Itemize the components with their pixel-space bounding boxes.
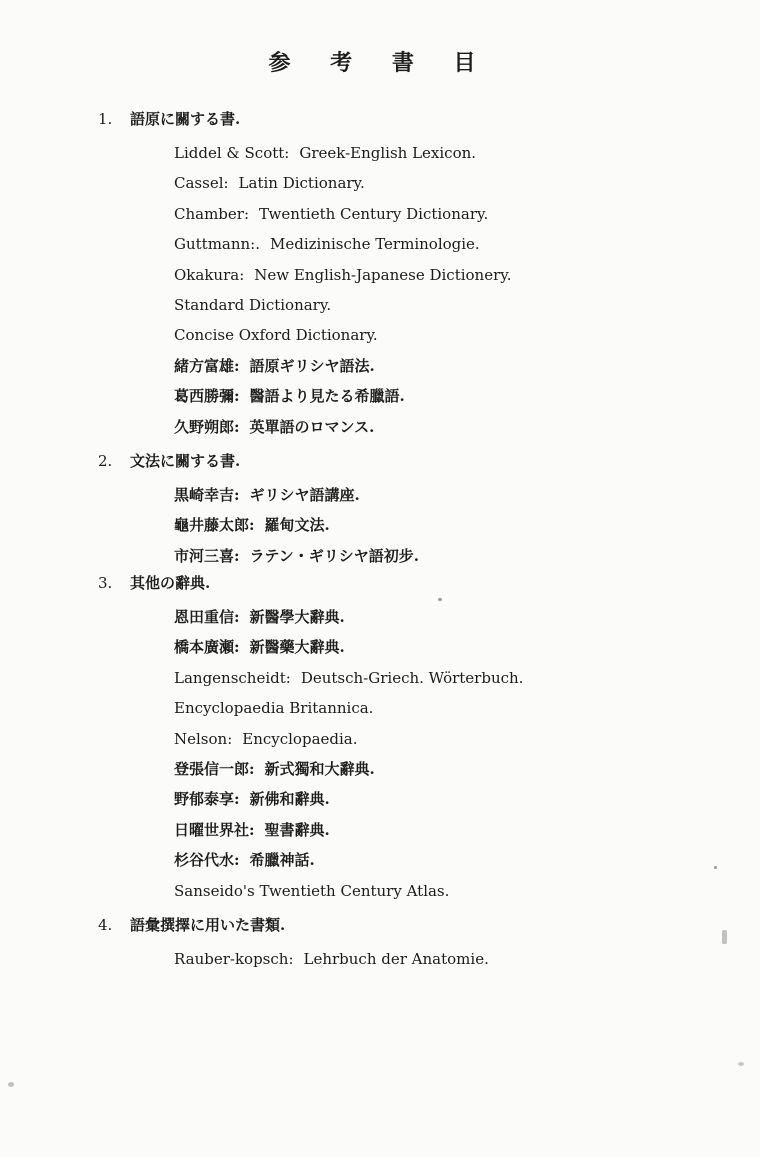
- section-number: 2.: [98, 452, 113, 470]
- entry-work: Lehrbuch der Anatomie.: [303, 950, 489, 968]
- entry-author: 緒方富雄:: [174, 356, 240, 375]
- section-heading: 其他の辭典.: [130, 574, 211, 592]
- entry: [174, 381, 512, 411]
- entry: [174, 510, 419, 540]
- entry: [174, 724, 523, 754]
- entry-work: ラテン・ギリシヤ語初步.: [249, 546, 420, 565]
- section-other-dictionaries: [98, 572, 523, 906]
- entry-author: 杉谷代水:: [174, 851, 240, 870]
- entry-author: 登張信一郎:: [174, 759, 255, 778]
- entry-author: Cassel:: [174, 174, 229, 193]
- entry-list: [174, 602, 523, 906]
- section-header: [98, 914, 489, 944]
- entry-author: 龜井藤太郎:: [174, 516, 255, 535]
- entry-author: 市河三喜:: [174, 546, 240, 565]
- entry: [174, 784, 523, 814]
- paper-speck: [714, 866, 717, 869]
- paper-speck: [738, 1062, 744, 1066]
- section-vocabulary-sources: [98, 914, 489, 974]
- entry-author: Rauber-kopsch:: [174, 950, 294, 968]
- entry-work: 新醫學大辭典.: [249, 608, 345, 626]
- entry-work: Encyclopaedia.: [242, 729, 358, 748]
- entry-work: Sanseido's Twentieth Century Atlas.: [174, 881, 450, 900]
- section-number: 3.: [98, 574, 113, 592]
- entry: [174, 663, 523, 693]
- entry-author: 久野朔郎:: [174, 417, 240, 436]
- section-heading: 文法に關する書.: [130, 452, 241, 470]
- entry-work: New English-Japanese Dictionery.: [254, 265, 512, 284]
- section-header: [98, 572, 523, 602]
- entry-author: 黒崎幸吉:: [174, 486, 240, 504]
- entry: [174, 876, 523, 906]
- entry-work: Latin Dictionary.: [238, 174, 365, 193]
- paper-speck: [438, 598, 442, 601]
- section-header: [98, 108, 512, 138]
- entry-author: Langenscheidt:: [174, 668, 291, 687]
- section-heading: 語原に關する書.: [130, 110, 241, 128]
- entry-work: Encyclopaedia Britannica.: [174, 699, 374, 718]
- entry: [174, 845, 523, 875]
- section-grammar: [98, 450, 419, 571]
- entry: [174, 199, 512, 229]
- entry: [174, 168, 512, 198]
- entry-author: 日曜世界社:: [174, 820, 255, 839]
- entry: [174, 480, 419, 510]
- entry: [174, 412, 512, 442]
- entry-author: Nelson:: [174, 729, 233, 748]
- entry: [174, 290, 512, 320]
- entry: [174, 815, 523, 845]
- entry-work: 英單語のロマンス.: [249, 417, 375, 436]
- entry-work: 新式獨和大辭典.: [264, 759, 375, 778]
- entry: [174, 138, 512, 168]
- entry-work: 聖書辭典.: [264, 820, 330, 839]
- entry: [174, 602, 523, 632]
- entry-list: [174, 944, 489, 974]
- section-etymology: [98, 108, 512, 442]
- entry-author: Liddel & Scott:: [174, 144, 290, 162]
- entry-work: Twentieth Century Dictionary.: [259, 204, 489, 223]
- entry: [174, 229, 512, 259]
- entry: [174, 260, 512, 290]
- entry-author: Okakura:: [174, 265, 245, 284]
- entry-work: Standard Dictionary.: [174, 295, 332, 314]
- entry: [174, 320, 512, 350]
- entry-author: 野郁泰享:: [174, 790, 240, 809]
- section-heading: 語彙撰擇に用いた書類.: [130, 916, 286, 934]
- entry-work: 新佛和辭典.: [249, 790, 330, 809]
- entry-work: 新醫藥大辭典.: [249, 638, 345, 657]
- entry-work: Greek-English Lexicon.: [299, 144, 477, 162]
- paper-speck: [8, 1082, 14, 1087]
- entry-work: 羅甸文法.: [264, 516, 330, 535]
- entry-list: [174, 138, 512, 442]
- entry-author: 葛西勝彌:: [174, 387, 240, 406]
- section-number: 4.: [98, 916, 113, 934]
- entry-author: 恩田重信:: [174, 608, 240, 626]
- entry-author: Guttmann:.: [174, 235, 261, 254]
- entry-list: [174, 480, 419, 571]
- entry-work: 希臘神話.: [249, 851, 315, 870]
- entry-work: Medizinische Terminologie.: [270, 235, 480, 254]
- entry: [174, 632, 523, 662]
- entry-work: 醫語より見たる希臘語.: [249, 387, 405, 406]
- entry: [174, 351, 512, 381]
- paper-speck: [722, 930, 727, 944]
- entry-author: Chamber:: [174, 204, 250, 223]
- entry-work: 語原ギリシヤ語法.: [249, 356, 375, 375]
- entry: [174, 693, 523, 723]
- entry-work: Deutsch-Griech. Wörterbuch.: [300, 668, 524, 687]
- entry-work: ギリシヤ語講座.: [249, 486, 360, 504]
- entry-author: 橋本廣瀬:: [174, 638, 240, 657]
- entry: [174, 754, 523, 784]
- entry: [174, 541, 419, 571]
- section-header: [98, 450, 419, 480]
- entry: [174, 944, 489, 974]
- section-number: 1.: [98, 110, 113, 128]
- entry-work: Concise Oxford Dictionary.: [174, 326, 378, 345]
- page-title: 参 考 書 目: [268, 50, 492, 76]
